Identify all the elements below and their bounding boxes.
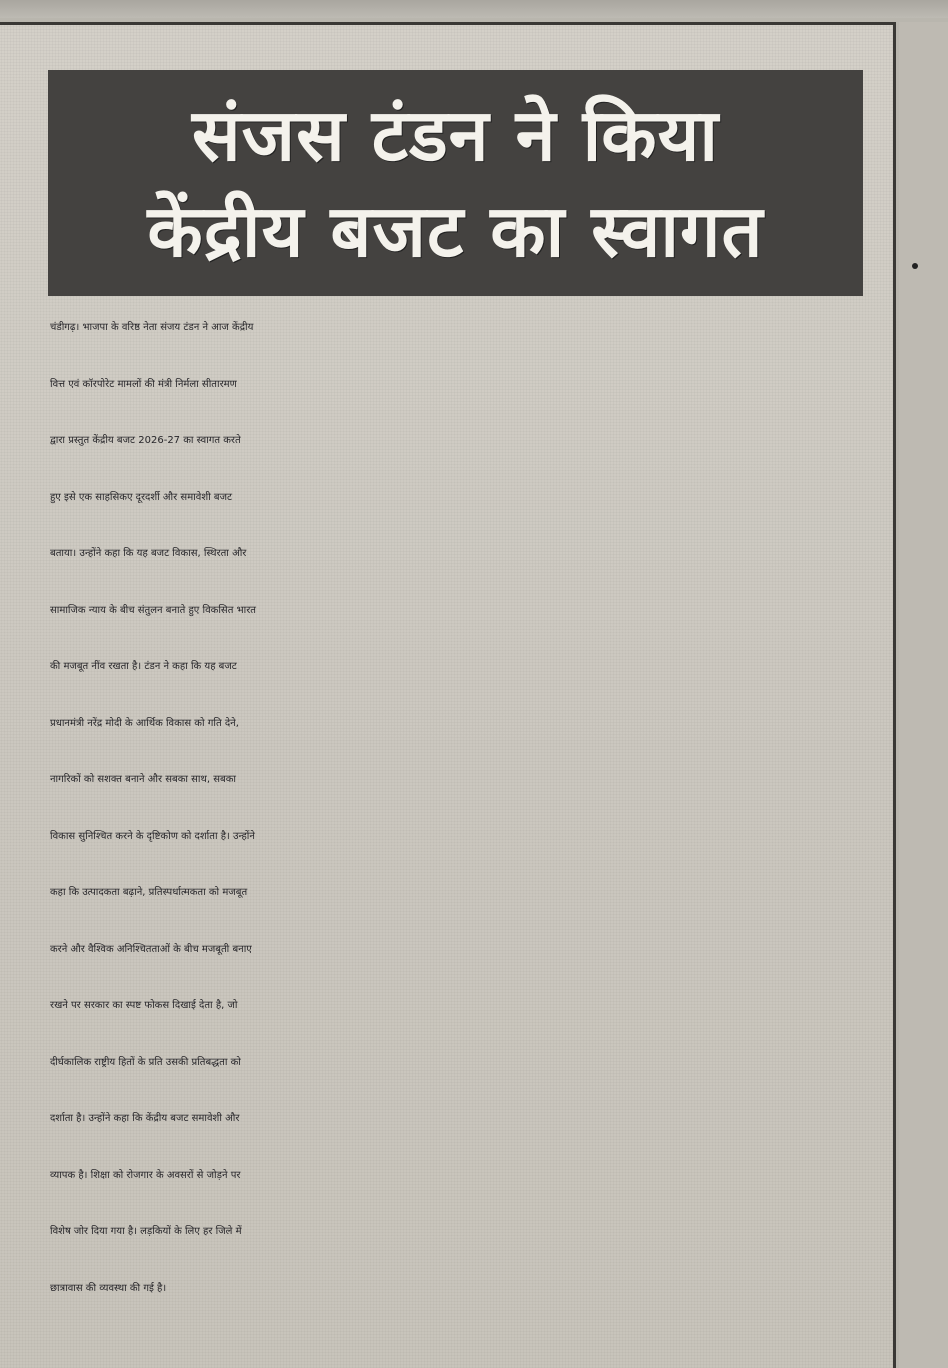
body-line: सामाजिक न्याय के बीच संतुलन बनाते हुए विकसित भारत xyxy=(50,604,256,616)
body-line: विशेष जोर दिया गया है। लड़कियों के लिए हर जिले में xyxy=(50,1226,242,1237)
body-line: हुए इसे एक साहसिकए दूरदर्शी और समावेशी बजट xyxy=(50,491,233,503)
ink-speck xyxy=(912,263,918,269)
body-line: रखने पर सरकार का स्पष्ट फोकस दिखाई देता है, जो xyxy=(50,1000,238,1011)
previous-article-edge xyxy=(0,0,948,18)
body-line: करने और वैश्विक अनिश्चितताओं के बीच मजबूती बनाए xyxy=(50,943,252,955)
body-line: दर्शाता है। उन्होंने कहा कि केंद्रीय बजट समावेशी और xyxy=(50,1113,240,1124)
page-margin xyxy=(899,22,948,1368)
body-line: छात्रावास की व्यवस्था की गई है। xyxy=(50,1282,167,1294)
body-line: विकास सुनिश्चित करने के दृष्टिकोण को दर्शाता है। उन्होंने xyxy=(50,830,255,842)
article-body xyxy=(50,300,865,1317)
body-line: की मजबूत नींव रखता है। टंडन ने कहा कि यह बजट xyxy=(50,661,237,672)
body-line: नागरिकों को सशक्त बनाने और सबका साथ, सबका xyxy=(50,774,236,785)
body-line: वित्त एवं कॉरपोरेट मामलों की मंत्री निर्मला सीतारमण xyxy=(50,378,237,390)
body-line: व्यापक है। शिक्षा को रोजगार के अवसरों से जोड़ने पर xyxy=(50,1169,241,1181)
headline-banner xyxy=(48,70,863,296)
body-line: बताया। उन्होंने कहा कि यह बजट विकास, स्थिरता और xyxy=(50,548,247,559)
body-line: दीर्घकालिक राष्ट्रीय हितों के प्रति उसकी प्रतिबद्धता को xyxy=(50,1056,241,1068)
headline-line-1: संजस टंडन ने किया xyxy=(191,93,720,177)
body-line: चंडीगढ़। भाजपा के वरिष्ठ नेता संजय टंडन ने आज केंद्रीय xyxy=(50,322,254,333)
body-line: कहा कि उत्पादकता बढ़ाने, प्रतिस्पर्धात्मकता को मजबूत xyxy=(50,887,248,898)
body-line: द्वारा प्रस्तुत केंद्रीय बजट 2026-27 का स्वागत करते xyxy=(50,435,241,446)
body-line: प्रधानमंत्री नरेंद्र मोदी के आर्थिक विकास को गति देने, xyxy=(50,717,239,729)
headline-line-2: केंद्रीय बजट का स्वागत xyxy=(147,189,764,273)
